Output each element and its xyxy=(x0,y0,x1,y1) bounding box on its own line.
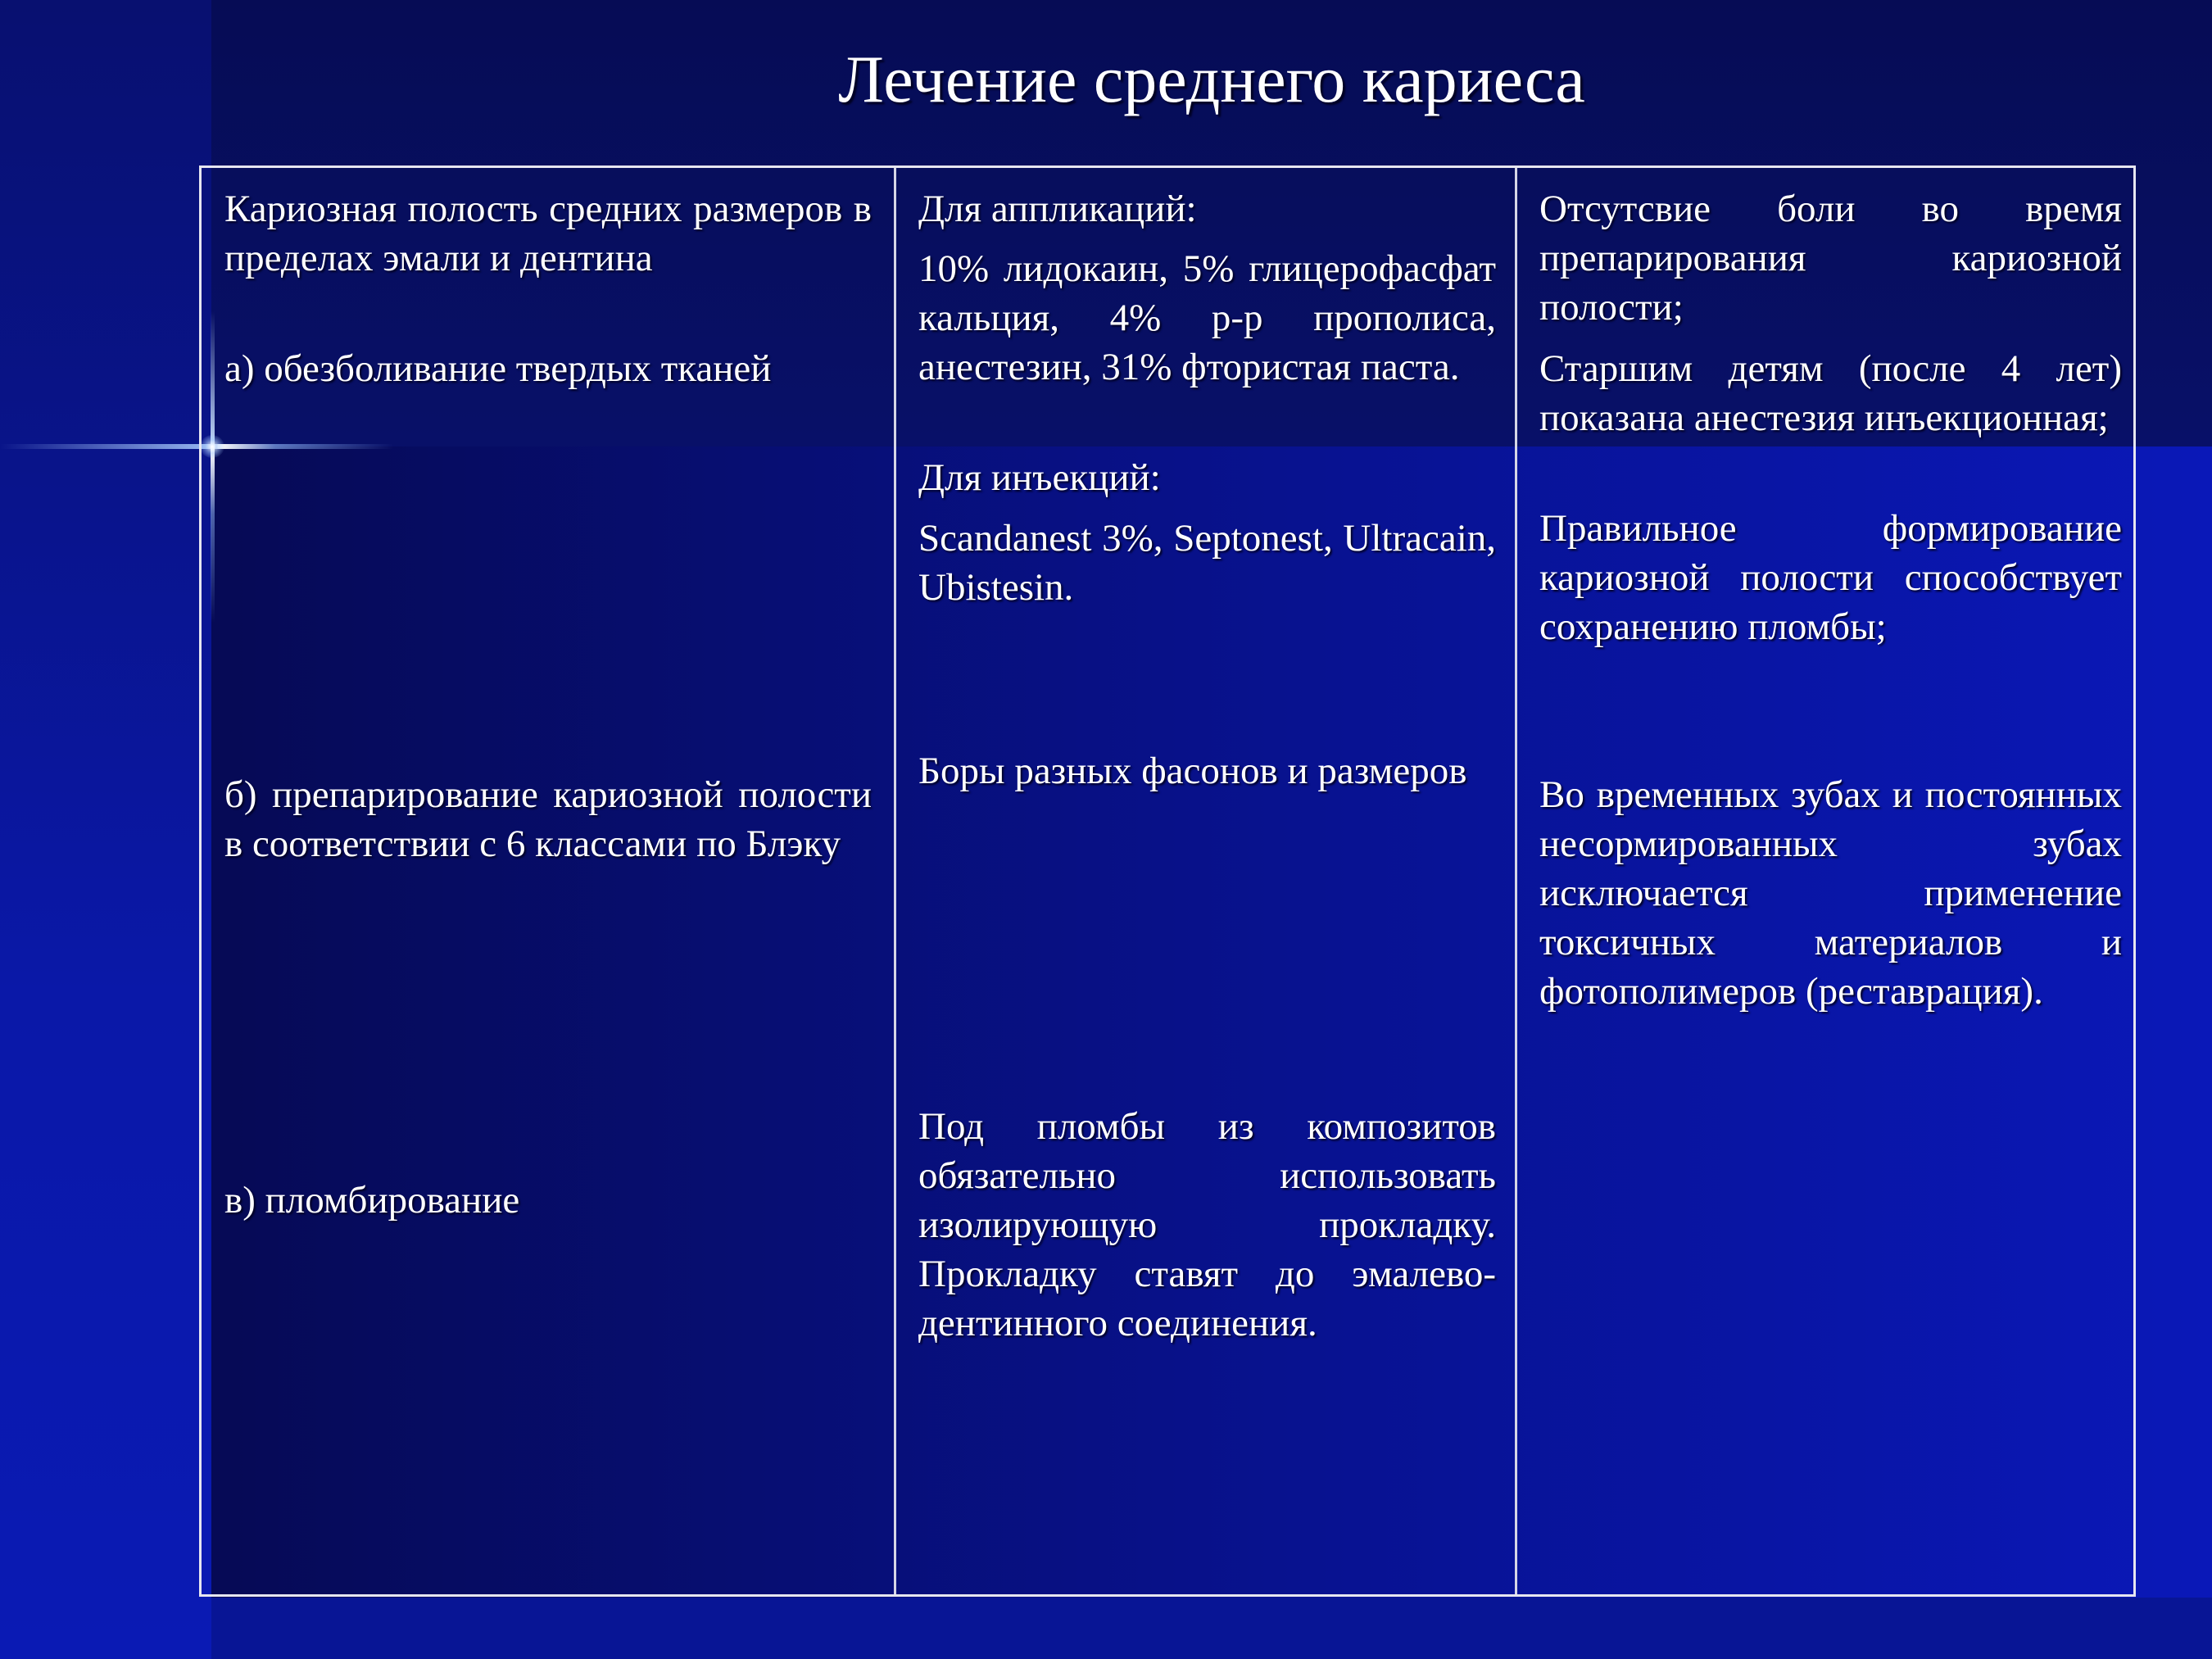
cell-text-burs: Боры разных фасонов и размеров xyxy=(918,750,1467,792)
cell-text-applications-list: 10% лидокаин, 5% глицерофасфат кальция, 4% р-р прополиса, анестезин, 31% фтористая паста. xyxy=(918,247,1496,388)
content-table xyxy=(199,165,2136,1597)
table-column-notes xyxy=(1515,168,2133,1594)
background-bottom-band xyxy=(211,1598,2212,1659)
cell-text-preparation-step: б) препарирование кариозной полости в соответствии с 6 классами по Блэку xyxy=(224,773,872,865)
slide-title: Лечение среднего кариеса xyxy=(838,42,1585,116)
table-column-stage xyxy=(202,168,894,1594)
background-left-band xyxy=(0,0,211,1659)
cell-text-temporary-teeth: Во временных зубах и постоянных несормированных зубах исключается применение токсичных материалов и фотополимеров (реставрация). xyxy=(1539,773,2122,1013)
cell-text-injections-list: Scandanest 3%, Septonest, Ultracain, Ubistesin. xyxy=(918,517,1496,609)
cell-text-filling-step: в) пломбирование xyxy=(224,1179,520,1222)
cell-text-older-children: Старшим детям (после 4 лет) показана анестезия инъекционная; xyxy=(1539,347,2122,439)
table-column-materials xyxy=(894,168,1515,1594)
cell-text-anesthesia-step: а) обезболивание твердых тканей xyxy=(224,347,772,390)
cell-text-cavity-forming: Правильное формирование кариозной полости способствует сохранению пломбы; xyxy=(1539,507,2122,648)
cell-text-cavity-description: Кариозная полость средних размеров в пределах эмали и дентина xyxy=(224,188,872,279)
cell-text-injections-heading: Для инъекций: xyxy=(918,456,1161,499)
cell-text-no-pain: Отсутсвие боли во время препарирования кариозной полости; xyxy=(1539,188,2122,329)
cell-text-liner-note: Под пломбы из композитов обязательно использовать изолирующую прокладку. Прокладку ставят до эмалево-дентинного соединения. xyxy=(918,1105,1496,1344)
cell-text-applications-heading: Для аппликаций: xyxy=(918,188,1197,230)
